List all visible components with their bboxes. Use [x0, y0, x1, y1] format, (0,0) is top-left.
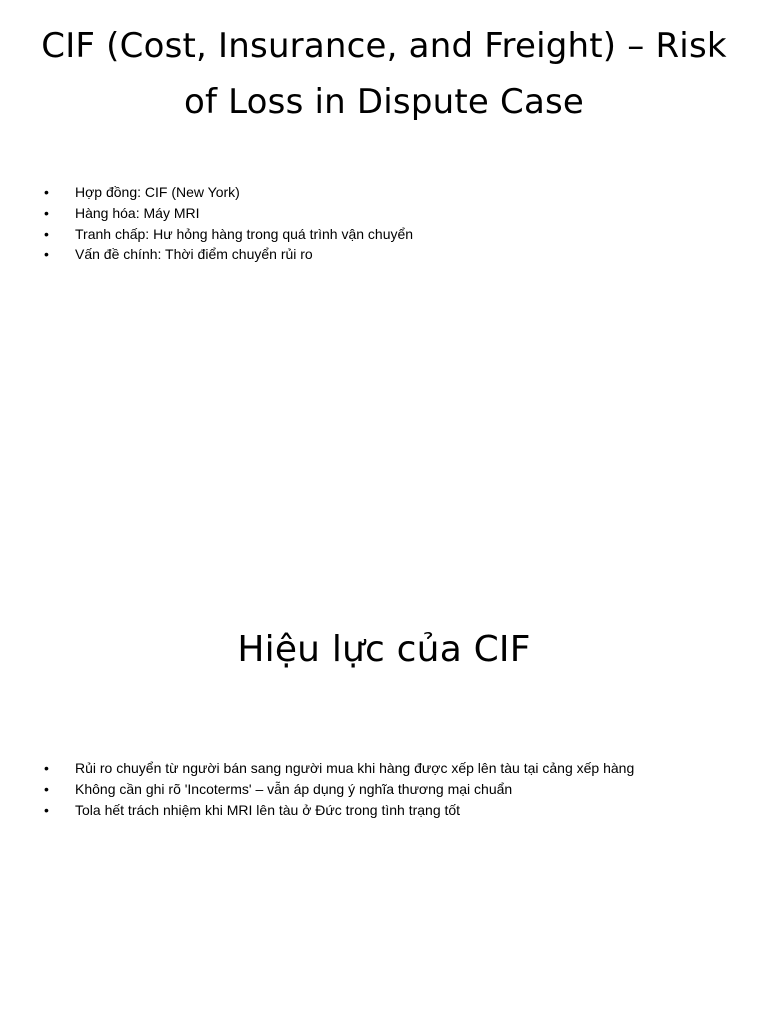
- bullet-marker: •: [44, 246, 49, 263]
- bullet-marker: •: [44, 760, 49, 776]
- bullet-marker: •: [44, 225, 49, 242]
- bullet-marker: •: [44, 204, 49, 221]
- bullet-text: Tranh chấp: Hư hỏng hàng trong quá trình vận chuyển: [75, 225, 414, 242]
- bullet-item: [0, 758, 700, 779]
- bullet-list: [0, 182, 700, 265]
- slide-2: [0, 576, 768, 1024]
- bullet-text: Rủi ro chuyển từ người bán sang người mua khi hàng được xếp lên tàu tại cảng xếp hàng: [75, 760, 635, 776]
- bullet-marker: •: [44, 184, 49, 200]
- bullet-item: [0, 182, 700, 203]
- slide-title: Hiệu lực của CIF: [237, 629, 531, 670]
- bullet-item: [0, 244, 700, 265]
- bullet-list: [0, 758, 700, 820]
- bullet-marker: •: [44, 801, 49, 818]
- bullet-text: Vấn đề chính: Thời điểm chuyển rủi ro: [75, 246, 313, 263]
- bullet-text: Hàng hóa: Máy MRI: [75, 204, 200, 221]
- bullet-text: Hợp đồng: CIF (New York): [75, 184, 240, 200]
- slide-title: CIF (Cost, Insurance, and Freight) – Risk of Loss in Dispute Case: [41, 26, 727, 122]
- bullet-item: [0, 800, 700, 821]
- bullet-item: [0, 779, 700, 800]
- bullet-item: [0, 203, 700, 224]
- bullet-marker: •: [44, 780, 49, 797]
- bullet-item: [0, 224, 700, 245]
- bullet-text: Không cần ghi rõ 'Incoterms' – vẫn áp dụng ý nghĩa thương mại chuẩn: [75, 780, 513, 797]
- bullet-text: Tola hết trách nhiệm khi MRI lên tàu ở Đức trong tình trạng tốt: [75, 801, 461, 818]
